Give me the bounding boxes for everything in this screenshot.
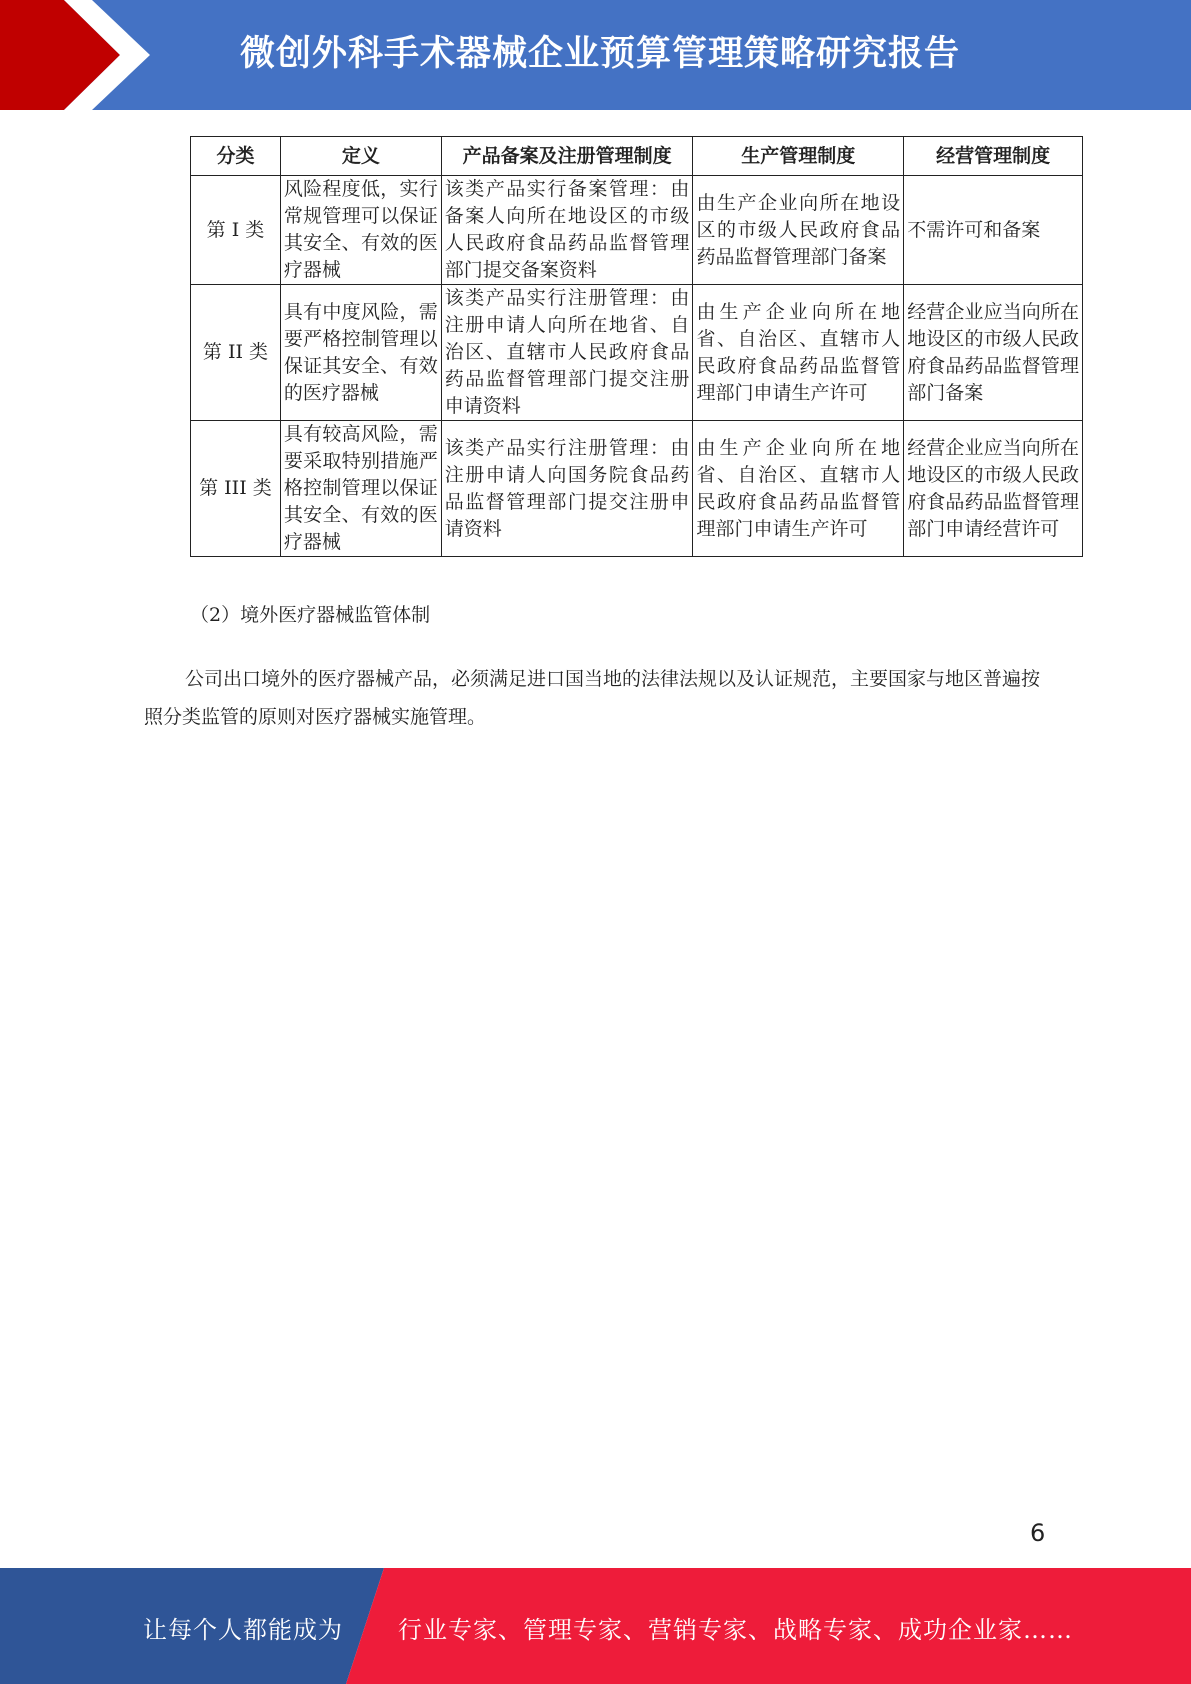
report-title: 微创外科手术器械企业预算管理策略研究报告 xyxy=(240,34,961,74)
column-header-registration: 产品备案及注册管理制度 xyxy=(441,137,693,176)
column-header-definition: 定义 xyxy=(280,137,441,176)
column-header-production: 生产管理制度 xyxy=(693,137,904,176)
table-header-row xyxy=(191,137,1083,176)
page-number: 6 xyxy=(1030,1519,1046,1547)
page-header xyxy=(0,0,1191,110)
registration-cell: 该类产品实行注册管理：由注册申请人向所在地省、自治区、直辖市人民政府食品药品监督管理部门提交注册申请资料 xyxy=(441,285,693,421)
page-footer xyxy=(0,1568,1191,1684)
table-row xyxy=(191,421,1083,557)
registration-cell: 该类产品实行备案管理：由备案人向所在地设区的市级人民政府食品药品监督管理部门提交备案资料 xyxy=(441,176,693,285)
header-arrow-decoration xyxy=(0,0,160,110)
table-row xyxy=(191,285,1083,421)
section-subheading: （2）境外医疗器械监管体制 xyxy=(190,604,431,626)
footer-slogan-left: 让每个人都能成为 xyxy=(143,1616,343,1644)
definition-cell: 风险程度低，实行常规管理可以保证其安全、有效的医疗器械 xyxy=(280,176,441,285)
definition-cell: 具有中度风险，需要严格控制管理以保证其安全、有效的医疗器械 xyxy=(280,285,441,421)
registration-cell: 该类产品实行注册管理：由注册申请人向国务院食品药品监督管理部门提交注册申请资料 xyxy=(441,421,693,557)
operation-cell: 经营企业应当向所在地设区的市级人民政府食品药品监督管理部门备案 xyxy=(904,285,1083,421)
table-row xyxy=(191,176,1083,285)
body-paragraph: 公司出口境外的医疗器械产品，必须满足进口国当地的法律法规以及认证规范，主要国家与地区普遍按照分类监管的原则对医疗器械实施管理。 xyxy=(144,668,1041,728)
class-cell: 第 III 类 xyxy=(191,421,281,557)
device-classification-table xyxy=(190,136,1083,557)
class-cell: 第 I 类 xyxy=(191,176,281,285)
operation-cell: 经营企业应当向所在地设区的市级人民政府食品药品监督管理部门申请经营许可 xyxy=(904,421,1083,557)
production-cell: 由生产企业向所在地设区的市级人民政府食品药品监督管理部门备案 xyxy=(693,176,904,285)
production-cell: 由生产企业向所在地省、自治区、直辖市人民政府食品药品监督管理部门申请生产许可 xyxy=(693,421,904,557)
column-header-class: 分类 xyxy=(191,137,281,176)
operation-cell: 不需许可和备案 xyxy=(904,176,1083,285)
column-header-operation: 经营管理制度 xyxy=(904,137,1083,176)
production-cell: 由生产企业向所在地省、自治区、直辖市人民政府食品药品监督管理部门申请生产许可 xyxy=(693,285,904,421)
footer-slogan-right: 行业专家、管理专家、营销专家、战略专家、成功企业家…… xyxy=(398,1616,1073,1644)
definition-cell: 具有较高风险，需要采取特别措施严格控制管理以保证其安全、有效的医疗器械 xyxy=(280,421,441,557)
class-cell: 第 II 类 xyxy=(191,285,281,421)
